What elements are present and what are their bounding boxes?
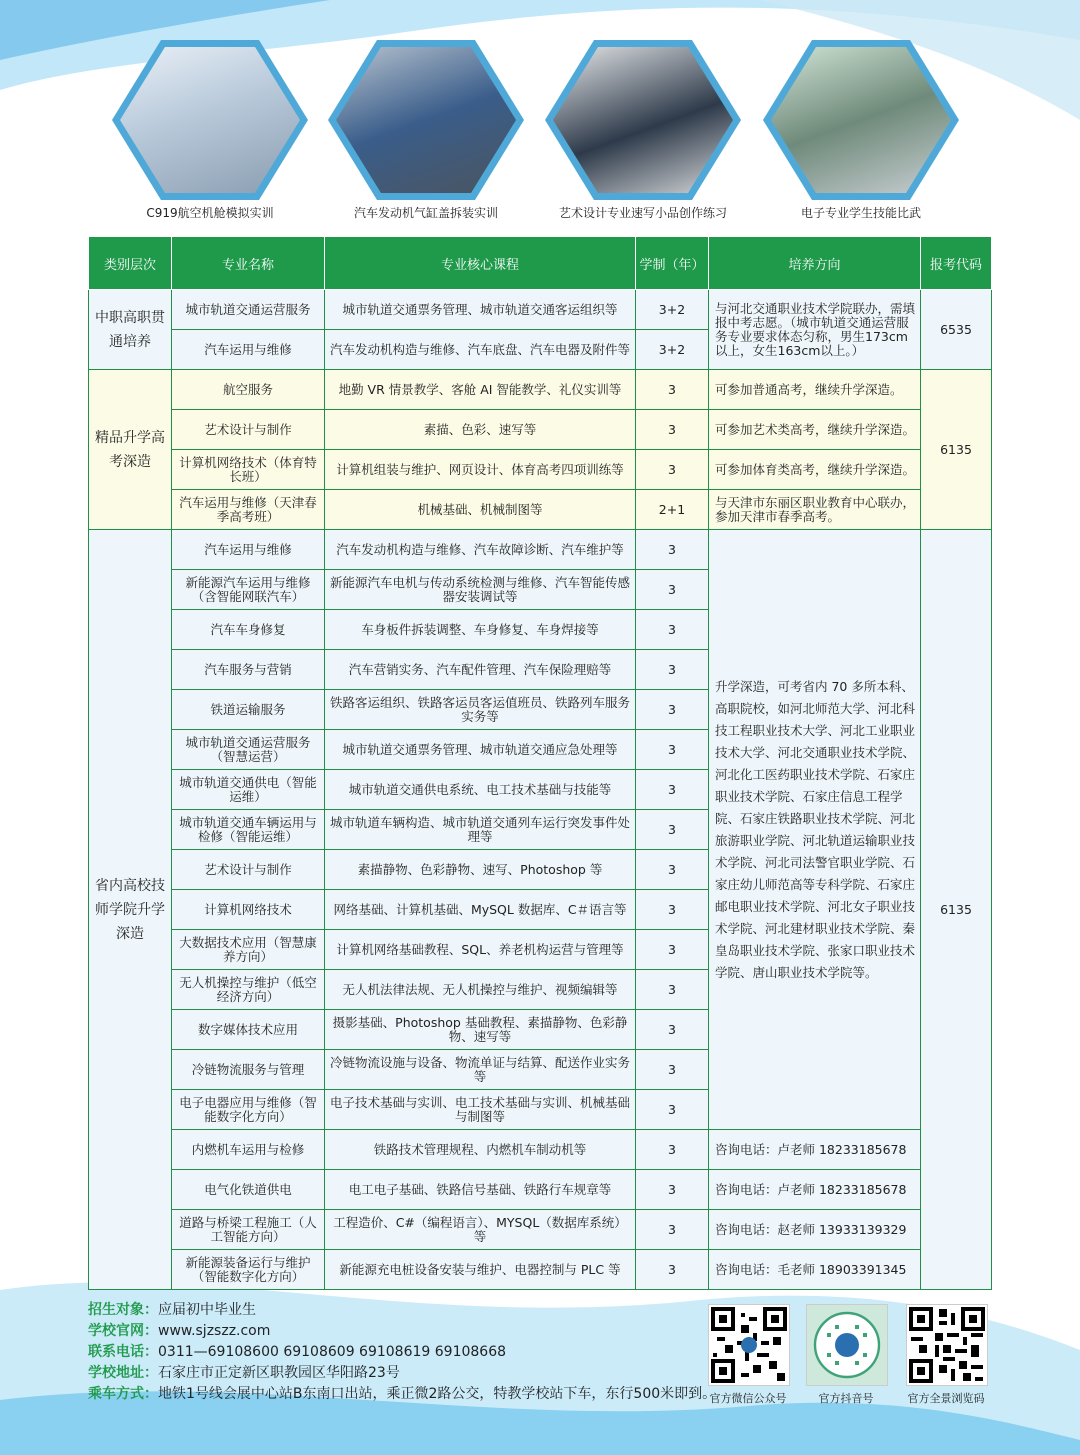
courses-cell: 冷链物流设施与设备、物流单证与结算、配送作业实务等 xyxy=(325,1050,636,1090)
courses-cell: 素描静物、色彩静物、速写、Photoshop 等 xyxy=(325,850,636,890)
major-cell: 数字媒体技术应用 xyxy=(172,1010,325,1050)
footer-line xyxy=(88,1321,716,1342)
table-row xyxy=(89,410,992,450)
direction-cell: 可参加体育类高考，继续升学深造。 xyxy=(709,450,921,490)
enrollment-table xyxy=(88,236,992,1290)
years-cell: 3 xyxy=(636,570,709,610)
qr-caption: 官方抖音号 xyxy=(818,1392,874,1405)
years-cell: 3 xyxy=(636,650,709,690)
years-cell: 3 xyxy=(636,1090,709,1130)
photo-caption: 艺术设计专业速写小品创作练习 xyxy=(558,206,727,220)
courses-cell: 工程造价、C#（编程语言）、MYSQL（数据库系统）等 xyxy=(325,1210,636,1250)
header-years: 学制（年） xyxy=(636,237,709,290)
footer-line xyxy=(88,1384,716,1405)
major-cell: 艺术设计与制作 xyxy=(172,410,325,450)
table-row xyxy=(89,450,992,490)
photo-art xyxy=(545,40,741,220)
years-cell: 3+2 xyxy=(636,290,709,330)
footer-line xyxy=(88,1342,716,1363)
table-row xyxy=(89,290,992,330)
courses-cell: 汽车发动机构造与维修、汽车故障诊断、汽车维护等 xyxy=(325,530,636,570)
years-cell: 3 xyxy=(636,410,709,450)
major-cell: 内燃机车运用与检修 xyxy=(172,1130,325,1170)
major-cell: 新能源汽车运用与维修（含智能网联汽车） xyxy=(172,570,325,610)
photo-engine xyxy=(328,40,524,220)
years-cell: 3 xyxy=(636,850,709,890)
contact-cell: 咨询电话：赵老师 13933139329 xyxy=(709,1210,921,1250)
contact-cell: 咨询电话：卢老师 18233185678 xyxy=(709,1130,921,1170)
major-cell: 汽车车身修复 xyxy=(172,610,325,650)
courses-cell: 无人机法律法规、无人机操控与维护、视频编辑等 xyxy=(325,970,636,1010)
footer-line xyxy=(88,1363,716,1384)
code-cell: 6135 xyxy=(921,530,992,1290)
footer-value: 0311—69108600 69108609 69108619 69108668 xyxy=(158,1344,507,1360)
courses-cell: 素描、色彩、速写等 xyxy=(325,410,636,450)
courses-cell: 铁路客运组织、铁路客运员客运值班员、铁路列车服务实务等 xyxy=(325,690,636,730)
direction-cell: 与天津市东丽区职业教育中心联办，参加天津市春季高考。 xyxy=(709,490,921,530)
courses-cell: 城市轨道车辆构造、城市轨道交通列车运行突发事件处理等 xyxy=(325,810,636,850)
photo-caption: C919航空机舱模拟实训 xyxy=(146,206,274,220)
direction-cell: 与河北交通职业技术学院联办，需填报中考志愿。（城市轨道交通运营服务专业要求体态匀称，男生173cm以上，女生163cm以上。） xyxy=(709,290,921,370)
footer-label: 乘车方式： xyxy=(88,1386,158,1402)
years-cell: 3 xyxy=(636,530,709,570)
footer-value: 地铁1号线会展中心站B东南口出站，乘正微2路公交，特教学校站下车，东行500米即到。 xyxy=(158,1386,717,1402)
header-major: 专业名称 xyxy=(172,237,325,290)
years-cell: 3 xyxy=(636,690,709,730)
years-cell: 3+2 xyxy=(636,330,709,370)
courses-cell: 计算机组装与维护、网页设计、体育高考四项训练等 xyxy=(325,450,636,490)
header-category: 类别层次 xyxy=(89,237,172,290)
major-cell: 艺术设计与制作 xyxy=(172,850,325,890)
major-cell: 汽车运用与维修（天津春季高考班） xyxy=(172,490,325,530)
major-cell: 铁道运输服务 xyxy=(172,690,325,730)
table-row xyxy=(89,370,992,410)
table-row xyxy=(89,1210,992,1250)
footer-value: 应届初中毕业生 xyxy=(158,1302,256,1318)
photo-aviation xyxy=(112,40,308,220)
years-cell: 3 xyxy=(636,1170,709,1210)
category-cell: 精品升学高考深造 xyxy=(89,370,172,530)
footer-line xyxy=(88,1300,716,1321)
courses-cell: 新能源充电桩设备安装与维护、电器控制与 PLC 等 xyxy=(325,1250,636,1290)
major-cell: 计算机网络技术 xyxy=(172,890,325,930)
courses-cell: 城市轨道交通票务管理、城市轨道交通客运组织等 xyxy=(325,290,636,330)
courses-cell: 网络基础、计算机基础、MySQL 数据库、C＃语言等 xyxy=(325,890,636,930)
header-direction: 培养方向 xyxy=(709,237,921,290)
years-cell: 3 xyxy=(636,1010,709,1050)
footer-value: 石家庄市正定新区职教园区华阳路23号 xyxy=(158,1365,400,1381)
courses-cell: 新能源汽车电机与传动系统检测与维修、汽车智能传感器安装调试等 xyxy=(325,570,636,610)
courses-cell: 城市轨道交通供电系统、电工技术基础与技能等 xyxy=(325,770,636,810)
table-row xyxy=(89,490,992,530)
courses-cell: 机械基础、机械制图等 xyxy=(325,490,636,530)
direction-cell: 可参加普通高考，继续升学深造。 xyxy=(709,370,921,410)
table-row xyxy=(89,1130,992,1170)
courses-cell: 计算机网络基础教程、SQL、养老机构运营与管理等 xyxy=(325,930,636,970)
footer-value[interactable]: www.sjzszz.com xyxy=(158,1323,271,1339)
years-cell: 3 xyxy=(636,970,709,1010)
major-cell: 计算机网络技术（体育特长班） xyxy=(172,450,325,490)
table-header xyxy=(89,237,992,290)
major-cell: 航空服务 xyxy=(172,370,325,410)
photo-strip xyxy=(0,40,1080,230)
years-cell: 2+1 xyxy=(636,490,709,530)
years-cell: 3 xyxy=(636,1210,709,1250)
photo-caption: 汽车发动机气缸盖拆装实训 xyxy=(353,206,498,220)
header-courses: 专业核心课程 xyxy=(325,237,636,290)
footer-label: 联系电话： xyxy=(88,1344,158,1360)
table-row xyxy=(89,1170,992,1210)
years-cell: 3 xyxy=(636,450,709,490)
header-code: 报考代码 xyxy=(921,237,992,290)
qr-caption: 官方全景浏览码 xyxy=(907,1392,985,1405)
major-cell: 城市轨道交通运营服务 xyxy=(172,290,325,330)
footer-label: 学校官网： xyxy=(88,1323,158,1339)
code-cell: 6135 xyxy=(921,370,992,530)
courses-cell: 城市轨道交通票务管理、城市轨道交通应急处理等 xyxy=(325,730,636,770)
major-cell: 城市轨道交通供电（智能运维） xyxy=(172,770,325,810)
years-cell: 3 xyxy=(636,370,709,410)
major-cell: 汽车运用与维修 xyxy=(172,330,325,370)
years-cell: 3 xyxy=(636,1250,709,1290)
footer-label: 招生对象： xyxy=(88,1302,158,1318)
contact-cell: 咨询电话：毛老师 18903391345 xyxy=(709,1250,921,1290)
major-cell: 道路与桥梁工程施工（人工智能方向） xyxy=(172,1210,325,1250)
major-cell: 新能源装备运行与维护（智能数字化方向） xyxy=(172,1250,325,1290)
years-cell: 3 xyxy=(636,1050,709,1090)
footer-label: 学校地址： xyxy=(88,1365,158,1381)
years-cell: 3 xyxy=(636,810,709,850)
contact-info xyxy=(88,1300,716,1405)
years-cell: 3 xyxy=(636,770,709,810)
qr-caption: 官方微信公众号 xyxy=(709,1392,787,1405)
courses-cell: 车身板件拆装调整、车身修复、车身焊接等 xyxy=(325,610,636,650)
major-cell: 城市轨道交通运营服务（智慧运营） xyxy=(172,730,325,770)
courses-cell: 铁路技术管理规程、内燃机车制动机等 xyxy=(325,1130,636,1170)
years-cell: 3 xyxy=(636,890,709,930)
courses-cell: 电工电子基础、铁路信号基础、铁路行车规章等 xyxy=(325,1170,636,1210)
direction-cell: 可参加艺术类高考，继续升学深造。 xyxy=(709,410,921,450)
photo-caption: 电子专业学生技能比武 xyxy=(800,206,921,220)
major-cell: 冷链物流服务与管理 xyxy=(172,1050,325,1090)
major-cell: 电气化铁道供电 xyxy=(172,1170,325,1210)
douyin-qr-icon xyxy=(806,1304,888,1386)
panorama-qr-icon xyxy=(906,1304,988,1386)
category-cell: 中职高职贯通培养 xyxy=(89,290,172,370)
courses-cell: 汽车发动机构造与维修、汽车底盘、汽车电器及附件等 xyxy=(325,330,636,370)
category-cell: 省内高校技师学院升学深造 xyxy=(89,530,172,1290)
major-cell: 汽车运用与维修 xyxy=(172,530,325,570)
years-cell: 3 xyxy=(636,730,709,770)
direction-cell: 升学深造，可考省内 70 多所本科、高职院校，如河北师范大学、河北科技工程职业技术大学、河北工业职业技术大学、河北交通职业技术学院、河北化工医药职业技术学院、石家庄职业技术学院、石家庄信息工程学院、石家庄铁路职业技术学院、河北旅游职业学院、河北轨道运输职业技术学院、河北司法警官职业学院、石家庄幼儿师范高等专科学院、石家庄邮电职业技术学院、河北女子职业技术学院、河北建材职业技术学院、秦皇岛职业技术学院、张家口职业技术学院、唐山职业技术学院等。 xyxy=(709,530,921,1130)
courses-cell: 摄影基础、Photoshop 基础教程、素描静物、色彩静物、速写等 xyxy=(325,1010,636,1050)
major-cell: 城市轨道交通车辆运用与检修（智能运维） xyxy=(172,810,325,850)
courses-cell: 电子技术基础与实训、电工技术基础与实训、机械基础与制图等 xyxy=(325,1090,636,1130)
major-cell: 电子电器应用与维修（智能数字化方向） xyxy=(172,1090,325,1130)
contact-cell: 咨询电话：卢老师 18233185678 xyxy=(709,1170,921,1210)
table-row xyxy=(89,1250,992,1290)
courses-cell: 地勤 VR 情景教学、客舱 AI 智能教学、礼仪实训等 xyxy=(325,370,636,410)
major-cell: 无人机操控与维护（低空经济方向） xyxy=(172,970,325,1010)
major-cell: 大数据技术应用（智慧康养方向） xyxy=(172,930,325,970)
years-cell: 3 xyxy=(636,610,709,650)
major-cell: 汽车服务与营销 xyxy=(172,650,325,690)
code-cell: 6535 xyxy=(921,290,992,370)
photo-electronics xyxy=(763,40,959,220)
wechat-qr-icon xyxy=(708,1304,790,1386)
years-cell: 3 xyxy=(636,930,709,970)
years-cell: 3 xyxy=(636,1130,709,1170)
courses-cell: 汽车营销实务、汽车配件管理、汽车保险理赔等 xyxy=(325,650,636,690)
table-row xyxy=(89,530,992,570)
